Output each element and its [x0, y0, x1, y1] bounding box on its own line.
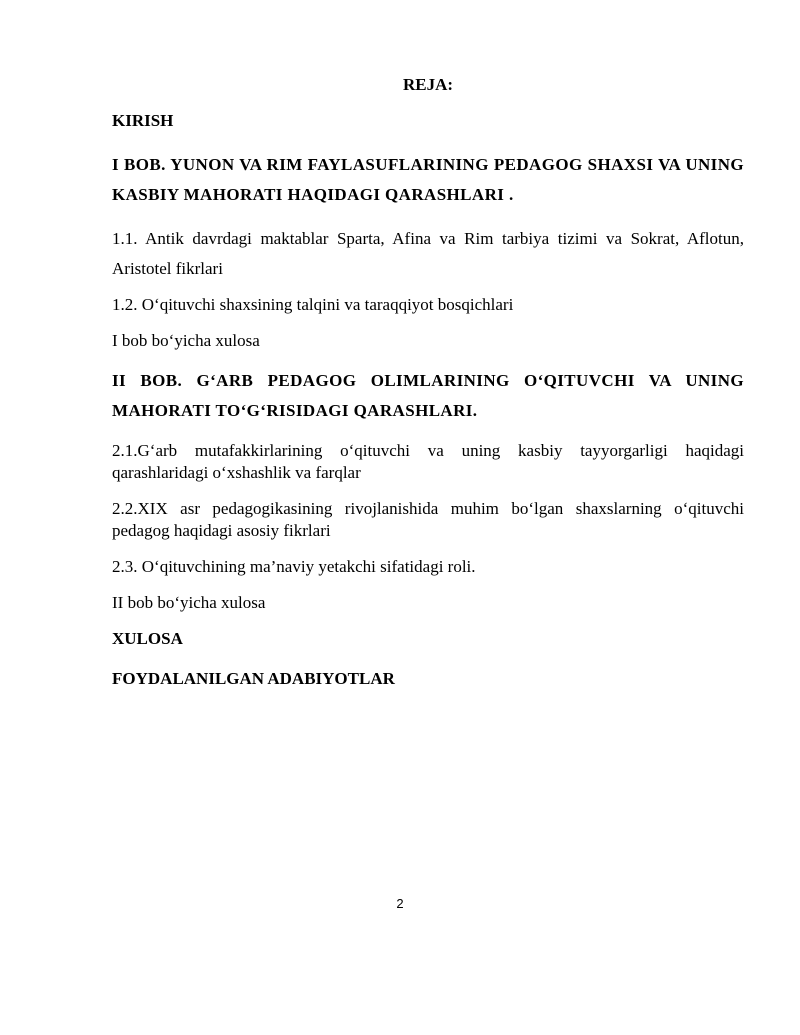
section-2-2: 2.2.XIX asr pedagogikasining rivojlanishida muhim bo‘lgan shaxslarning o‘qituvchi pedagog haqidagi asosiy fikrlari: [112, 499, 744, 540]
table-of-contents: [112, 74, 744, 708]
chapter-1-heading: I BOB. YUNON VA RIM FAYLASUFLARINING PEDAGOG SHAXSI VA UNING KASBIY MAHORATI HAQIDAGI QARASHLARI .: [112, 155, 744, 204]
chapter-2-summary: II bob bo‘yicha xulosa: [112, 593, 266, 612]
chapter-1-summary: I bob bo‘yicha xulosa: [112, 331, 260, 350]
chapter-2-heading: II BOB. G‘ARB PEDAGOG OLIMLARINING O‘QITUVCHI VA UNING MAHORATI TO‘G‘RISIDAGI QARASHLARI.: [112, 371, 744, 420]
section-2-1: 2.1.G‘arb mutafakkirlarining o‘qituvchi va uning kasbiy tayyorgarligi haqidagi qarashlaridagi o‘xshashlik va farqlar: [112, 441, 744, 482]
section-1-1: 1.1. Antik davrdagi maktablar Sparta, Afina va Rim tarbiya tizimi va Sokrat, Aflotun, Aristotel fikrlari: [112, 229, 744, 278]
conclusion-heading: XULOSA: [112, 629, 183, 648]
references-heading: FOYDALANILGAN ADABIYOTLAR: [112, 669, 395, 688]
page-title: REJA:: [402, 75, 454, 94]
intro-heading: KIRISH: [112, 111, 174, 130]
section-2-3: 2.3. O‘qituvchining ma’naviy yetakchi sifatidagi roli.: [112, 557, 476, 576]
section-1-2: 1.2. O‘qituvchi shaxsining talqini va taraqqiyot bosqichlari: [112, 295, 514, 314]
page-number: 2: [396, 896, 404, 911]
